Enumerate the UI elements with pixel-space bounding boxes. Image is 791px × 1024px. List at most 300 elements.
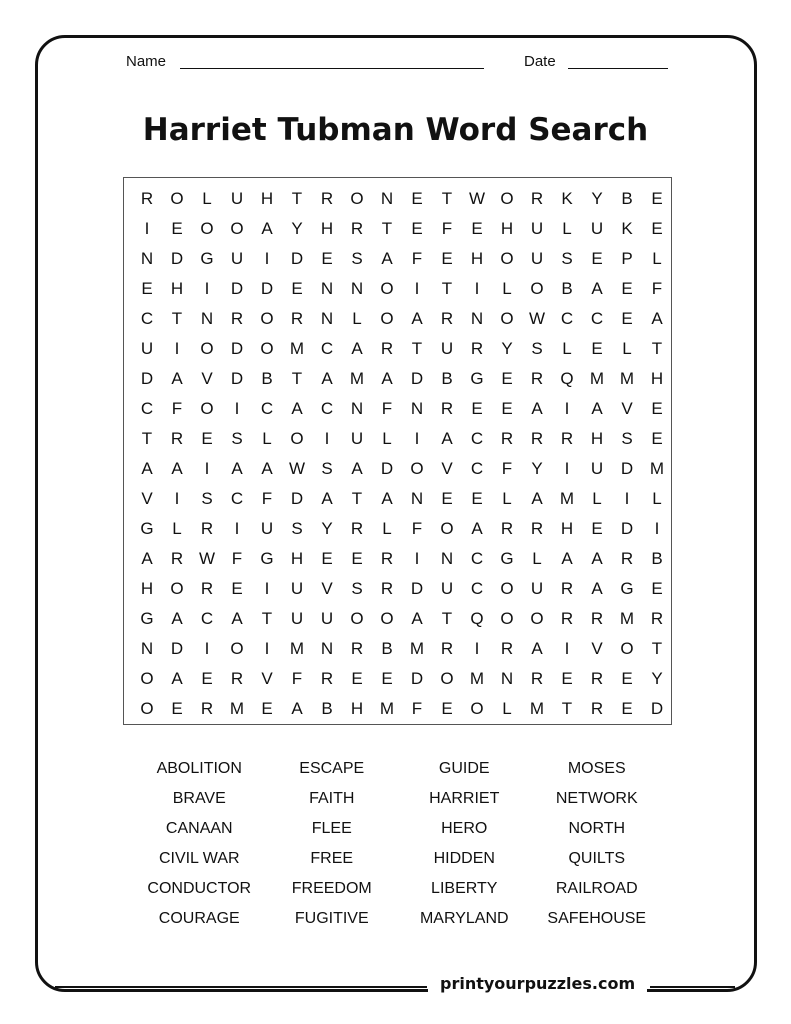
grid-cell[interactable]: I <box>474 639 480 658</box>
grid-cell[interactable]: B <box>651 549 663 568</box>
grid-cell[interactable]: U <box>440 339 454 358</box>
grid-cell[interactable]: N <box>440 549 454 568</box>
grid-cell[interactable]: A <box>141 459 153 478</box>
grid-cell[interactable]: A <box>441 429 453 448</box>
grid-cell[interactable]: O <box>140 669 154 688</box>
grid-cell[interactable]: A <box>171 369 183 388</box>
grid-cell[interactable]: A <box>471 519 483 538</box>
grid-cell[interactable]: I <box>234 399 240 418</box>
grid-cell[interactable]: D <box>380 459 394 478</box>
grid-cell[interactable]: T <box>141 429 153 448</box>
grid-cell[interactable]: R <box>530 429 544 448</box>
grid-cell[interactable]: M <box>379 699 395 718</box>
grid-cell[interactable]: F <box>441 219 453 238</box>
grid-cell[interactable]: K <box>621 219 633 238</box>
grid-cell[interactable]: O <box>440 669 454 688</box>
grid-cell[interactable]: V <box>261 669 273 688</box>
grid-cell[interactable]: E <box>171 219 183 238</box>
grid-cell[interactable]: C <box>590 309 604 328</box>
grid-cell[interactable]: E <box>471 219 483 238</box>
grid-cell[interactable]: O <box>530 609 544 628</box>
grid-cell[interactable]: R <box>320 669 334 688</box>
grid-cell[interactable]: T <box>291 189 303 208</box>
grid-cell[interactable]: A <box>171 669 183 688</box>
grid-cell[interactable]: O <box>500 249 514 268</box>
grid-cell[interactable]: O <box>200 399 214 418</box>
grid-cell[interactable]: E <box>621 669 633 688</box>
grid-cell[interactable]: E <box>321 549 333 568</box>
grid-cell[interactable]: A <box>321 489 333 508</box>
grid-cell[interactable]: E <box>321 249 333 268</box>
grid-cell[interactable]: R <box>200 519 214 538</box>
grid-cell[interactable]: O <box>260 339 274 358</box>
grid-cell[interactable]: R <box>530 369 544 388</box>
grid-cell[interactable]: R <box>500 639 514 658</box>
grid-cell[interactable]: N <box>320 309 334 328</box>
grid-cell[interactable]: D <box>170 249 184 268</box>
grid-cell[interactable]: R <box>380 339 394 358</box>
grid-cell[interactable]: R <box>380 549 394 568</box>
grid-cell[interactable]: E <box>651 219 663 238</box>
grid-cell[interactable]: D <box>620 519 634 538</box>
grid-cell[interactable]: A <box>651 309 663 328</box>
grid-cell[interactable]: T <box>441 189 453 208</box>
grid-cell[interactable]: E <box>651 189 663 208</box>
grid-cell[interactable]: T <box>441 279 453 298</box>
grid-cell[interactable]: W <box>528 309 546 328</box>
grid-cell[interactable]: R <box>350 519 364 538</box>
grid-cell[interactable]: A <box>141 549 153 568</box>
grid-cell[interactable]: H <box>560 519 574 538</box>
grid-cell[interactable]: U <box>260 519 274 538</box>
grid-cell[interactable]: R <box>650 609 664 628</box>
grid-cell[interactable]: E <box>471 399 483 418</box>
grid-cell[interactable]: R <box>530 189 544 208</box>
grid-cell[interactable]: M <box>409 639 425 658</box>
grid-cell[interactable]: N <box>140 249 154 268</box>
grid-cell[interactable]: F <box>261 489 273 508</box>
grid-cell[interactable]: O <box>350 609 364 628</box>
grid-cell[interactable]: M <box>589 369 605 388</box>
grid-cell[interactable]: O <box>380 279 394 298</box>
grid-cell[interactable]: N <box>320 279 334 298</box>
grid-cell[interactable]: T <box>561 699 573 718</box>
grid-cell[interactable]: D <box>230 339 244 358</box>
grid-cell[interactable]: I <box>474 279 480 298</box>
grid-cell[interactable]: U <box>230 249 244 268</box>
grid-cell[interactable]: C <box>470 549 484 568</box>
grid-cell[interactable]: R <box>320 189 334 208</box>
grid-cell[interactable]: T <box>261 609 273 628</box>
grid-cell[interactable]: R <box>560 609 574 628</box>
grid-cell[interactable]: E <box>201 429 213 448</box>
grid-cell[interactable]: R <box>440 399 454 418</box>
grid-cell[interactable]: C <box>260 399 274 418</box>
grid-cell[interactable]: A <box>291 699 303 718</box>
grid-cell[interactable]: E <box>441 249 453 268</box>
grid-cell[interactable]: R <box>620 549 634 568</box>
grid-cell[interactable]: U <box>530 579 544 598</box>
grid-cell[interactable]: W <box>468 189 486 208</box>
grid-cell[interactable]: Y <box>501 339 513 358</box>
grid-cell[interactable]: Y <box>591 189 603 208</box>
grid-cell[interactable]: V <box>141 489 153 508</box>
grid-cell[interactable]: R <box>230 669 244 688</box>
grid-cell[interactable]: D <box>410 669 424 688</box>
grid-cell[interactable]: R <box>500 519 514 538</box>
grid-cell[interactable]: F <box>231 549 243 568</box>
grid-cell[interactable]: R <box>350 639 364 658</box>
grid-cell[interactable]: M <box>289 639 305 658</box>
grid-cell[interactable]: O <box>140 699 154 718</box>
grid-cell[interactable]: D <box>260 279 274 298</box>
grid-cell[interactable]: P <box>621 249 633 268</box>
grid-cell[interactable]: A <box>261 459 273 478</box>
grid-cell[interactable]: F <box>411 699 423 718</box>
grid-cell[interactable]: E <box>411 189 423 208</box>
grid-cell[interactable]: T <box>291 369 303 388</box>
grid-cell[interactable]: C <box>320 339 334 358</box>
grid-cell[interactable]: O <box>500 309 514 328</box>
grid-cell[interactable]: A <box>591 399 603 418</box>
grid-cell[interactable]: R <box>200 579 214 598</box>
grid-cell[interactable]: I <box>144 219 150 238</box>
grid-cell[interactable]: I <box>174 489 180 508</box>
grid-cell[interactable]: I <box>414 429 420 448</box>
grid-cell[interactable]: A <box>291 399 303 418</box>
grid-cell[interactable]: I <box>564 399 570 418</box>
grid-cell[interactable]: F <box>501 459 513 478</box>
grid-cell[interactable]: A <box>591 279 603 298</box>
grid-cell[interactable]: R <box>530 519 544 538</box>
grid-cell[interactable]: T <box>381 219 393 238</box>
grid-cell[interactable]: S <box>321 459 333 478</box>
grid-cell[interactable]: O <box>500 189 514 208</box>
grid-cell[interactable]: A <box>591 579 603 598</box>
grid-cell[interactable]: B <box>321 699 333 718</box>
grid-cell[interactable]: O <box>230 639 244 658</box>
grid-cell[interactable]: I <box>414 549 420 568</box>
grid-cell[interactable]: A <box>531 489 543 508</box>
grid-cell[interactable]: H <box>650 369 664 388</box>
grid-cell[interactable]: D <box>650 699 664 718</box>
grid-cell[interactable]: A <box>381 489 393 508</box>
grid-cell[interactable]: O <box>380 309 394 328</box>
grid-cell[interactable]: R <box>380 579 394 598</box>
grid-cell[interactable]: A <box>381 369 393 388</box>
grid-cell[interactable]: Q <box>560 369 574 388</box>
grid-cell[interactable]: L <box>592 489 602 508</box>
grid-cell[interactable]: T <box>351 489 363 508</box>
grid-cell[interactable]: D <box>410 369 424 388</box>
grid-cell[interactable]: O <box>620 639 634 658</box>
grid-cell[interactable]: Y <box>291 219 303 238</box>
grid-cell[interactable]: D <box>230 369 244 388</box>
grid-cell[interactable]: G <box>500 549 514 568</box>
grid-cell[interactable]: R <box>440 309 454 328</box>
grid-cell[interactable]: E <box>471 489 483 508</box>
grid-cell[interactable]: C <box>560 309 574 328</box>
grid-cell[interactable]: R <box>470 339 484 358</box>
grid-cell[interactable]: E <box>351 549 363 568</box>
grid-cell[interactable]: R <box>170 549 184 568</box>
grid-cell[interactable]: E <box>441 699 453 718</box>
grid-cell[interactable]: I <box>204 459 210 478</box>
date-line[interactable] <box>568 68 668 69</box>
grid-cell[interactable]: H <box>350 699 364 718</box>
grid-cell[interactable]: F <box>171 399 183 418</box>
grid-cell[interactable]: O <box>500 609 514 628</box>
grid-cell[interactable]: U <box>140 339 154 358</box>
grid-cell[interactable]: S <box>351 249 363 268</box>
grid-cell[interactable]: R <box>590 699 604 718</box>
grid-cell[interactable]: H <box>290 549 304 568</box>
grid-cell[interactable]: E <box>651 429 663 448</box>
grid-cell[interactable]: L <box>562 339 572 358</box>
grid-cell[interactable]: G <box>620 579 634 598</box>
grid-cell[interactable]: G <box>140 519 154 538</box>
grid-cell[interactable]: M <box>619 609 635 628</box>
grid-cell[interactable]: E <box>351 669 363 688</box>
grid-cell[interactable]: V <box>621 399 633 418</box>
grid-cell[interactable]: U <box>290 609 304 628</box>
grid-cell[interactable]: E <box>651 579 663 598</box>
grid-cell[interactable]: E <box>591 519 603 538</box>
grid-cell[interactable]: O <box>440 519 454 538</box>
grid-cell[interactable]: R <box>140 189 154 208</box>
grid-cell[interactable]: B <box>621 189 633 208</box>
grid-cell[interactable]: G <box>260 549 274 568</box>
grid-cell[interactable]: H <box>140 579 154 598</box>
grid-cell[interactable]: N <box>470 309 484 328</box>
grid-cell[interactable]: T <box>651 639 663 658</box>
grid-cell[interactable]: B <box>261 369 273 388</box>
grid-cell[interactable]: M <box>469 669 485 688</box>
grid-cell[interactable]: N <box>350 279 364 298</box>
grid-cell[interactable]: I <box>204 279 210 298</box>
grid-cell[interactable]: C <box>470 429 484 448</box>
grid-cell[interactable]: H <box>470 249 484 268</box>
grid-cell[interactable]: E <box>561 669 573 688</box>
grid-cell[interactable]: E <box>291 279 303 298</box>
grid-cell[interactable]: O <box>350 189 364 208</box>
grid-cell[interactable]: A <box>351 339 363 358</box>
grid-cell[interactable]: E <box>261 699 273 718</box>
grid-cell[interactable]: O <box>200 339 214 358</box>
grid-cell[interactable]: A <box>321 369 333 388</box>
grid-cell[interactable]: U <box>440 579 454 598</box>
grid-cell[interactable]: L <box>502 489 512 508</box>
grid-cell[interactable]: H <box>590 429 604 448</box>
grid-cell[interactable]: N <box>380 189 394 208</box>
grid-cell[interactable]: L <box>532 549 542 568</box>
grid-cell[interactable]: R <box>440 639 454 658</box>
grid-cell[interactable]: E <box>501 399 513 418</box>
grid-cell[interactable]: U <box>350 429 364 448</box>
grid-cell[interactable]: F <box>381 399 393 418</box>
grid-cell[interactable]: A <box>351 459 363 478</box>
grid-cell[interactable]: A <box>411 609 423 628</box>
grid-cell[interactable]: I <box>564 459 570 478</box>
grid-cell[interactable]: O <box>260 309 274 328</box>
grid-cell[interactable]: G <box>200 249 214 268</box>
grid-cell[interactable]: A <box>261 219 273 238</box>
grid-cell[interactable]: B <box>441 369 453 388</box>
grid-cell[interactable]: S <box>621 429 633 448</box>
grid-cell[interactable]: F <box>291 669 303 688</box>
grid-cell[interactable]: L <box>262 429 272 448</box>
grid-cell[interactable]: T <box>171 309 183 328</box>
grid-cell[interactable]: H <box>320 219 334 238</box>
grid-cell[interactable]: L <box>502 279 512 298</box>
grid-cell[interactable]: L <box>652 249 662 268</box>
grid-cell[interactable]: E <box>621 279 633 298</box>
grid-cell[interactable]: I <box>234 519 240 538</box>
grid-cell[interactable]: N <box>140 639 154 658</box>
grid-cell[interactable]: A <box>561 549 573 568</box>
grid-cell[interactable]: E <box>141 279 153 298</box>
grid-cell[interactable]: A <box>411 309 423 328</box>
grid-cell[interactable]: M <box>289 339 305 358</box>
grid-cell[interactable]: O <box>380 609 394 628</box>
grid-cell[interactable]: E <box>621 309 633 328</box>
grid-cell[interactable]: U <box>290 579 304 598</box>
grid-cell[interactable]: A <box>171 459 183 478</box>
grid-cell[interactable]: Y <box>531 459 543 478</box>
grid-cell[interactable]: R <box>350 219 364 238</box>
grid-cell[interactable]: A <box>591 549 603 568</box>
grid-cell[interactable]: L <box>382 519 392 538</box>
grid-cell[interactable]: R <box>500 429 514 448</box>
grid-cell[interactable]: T <box>651 339 663 358</box>
grid-cell[interactable]: D <box>170 639 184 658</box>
grid-cell[interactable]: C <box>140 399 154 418</box>
grid-cell[interactable]: S <box>351 579 363 598</box>
grid-cell[interactable]: S <box>531 339 543 358</box>
grid-cell[interactable]: T <box>441 609 453 628</box>
grid-cell[interactable]: G <box>140 609 154 628</box>
grid-cell[interactable]: O <box>200 219 214 238</box>
grid-cell[interactable]: C <box>200 609 214 628</box>
grid-cell[interactable]: N <box>320 639 334 658</box>
grid-cell[interactable]: E <box>441 489 453 508</box>
grid-cell[interactable]: Y <box>321 519 333 538</box>
grid-cell[interactable]: L <box>172 519 182 538</box>
grid-cell[interactable]: U <box>320 609 334 628</box>
grid-cell[interactable]: R <box>530 669 544 688</box>
grid-cell[interactable]: I <box>414 279 420 298</box>
grid-cell[interactable]: E <box>171 699 183 718</box>
grid-cell[interactable]: I <box>264 249 270 268</box>
grid-cell[interactable]: L <box>352 309 362 328</box>
grid-cell[interactable]: U <box>230 189 244 208</box>
grid-cell[interactable]: R <box>200 699 214 718</box>
grid-cell[interactable]: Y <box>651 669 663 688</box>
grid-cell[interactable]: V <box>321 579 333 598</box>
grid-cell[interactable]: E <box>381 669 393 688</box>
grid-cell[interactable]: M <box>559 489 575 508</box>
grid-cell[interactable]: L <box>652 489 662 508</box>
grid-cell[interactable]: W <box>288 459 306 478</box>
grid-cell[interactable]: F <box>411 249 423 268</box>
grid-cell[interactable]: D <box>140 369 154 388</box>
grid-cell[interactable]: M <box>649 459 665 478</box>
grid-cell[interactable]: D <box>290 249 304 268</box>
grid-cell[interactable]: N <box>350 399 364 418</box>
grid-cell[interactable]: O <box>500 579 514 598</box>
grid-cell[interactable]: O <box>230 219 244 238</box>
grid-cell[interactable]: O <box>470 699 484 718</box>
grid-cell[interactable]: R <box>560 579 574 598</box>
grid-cell[interactable]: O <box>530 279 544 298</box>
grid-cell[interactable]: V <box>591 639 603 658</box>
grid-cell[interactable]: S <box>561 249 573 268</box>
grid-cell[interactable]: U <box>530 219 544 238</box>
grid-cell[interactable]: E <box>411 219 423 238</box>
grid-cell[interactable]: A <box>231 609 243 628</box>
grid-cell[interactable]: U <box>590 219 604 238</box>
grid-cell[interactable]: E <box>201 669 213 688</box>
grid-cell[interactable]: I <box>174 339 180 358</box>
grid-cell[interactable]: O <box>290 429 304 448</box>
grid-cell[interactable]: D <box>290 489 304 508</box>
grid-cell[interactable]: E <box>651 399 663 418</box>
grid-cell[interactable]: I <box>624 489 630 508</box>
grid-cell[interactable]: I <box>264 579 270 598</box>
grid-cell[interactable]: H <box>260 189 274 208</box>
grid-cell[interactable]: M <box>619 369 635 388</box>
grid-cell[interactable]: K <box>561 189 573 208</box>
grid-cell[interactable]: I <box>204 639 210 658</box>
grid-cell[interactable]: E <box>621 699 633 718</box>
grid-cell[interactable]: C <box>320 399 334 418</box>
grid-cell[interactable]: O <box>170 189 184 208</box>
grid-cell[interactable]: L <box>502 699 512 718</box>
grid-cell[interactable]: N <box>200 309 214 328</box>
grid-cell[interactable]: A <box>381 249 393 268</box>
grid-cell[interactable]: O <box>410 459 424 478</box>
grid-cell[interactable]: U <box>590 459 604 478</box>
grid-cell[interactable]: N <box>500 669 514 688</box>
grid-cell[interactable]: F <box>411 519 423 538</box>
grid-cell[interactable]: N <box>410 489 424 508</box>
grid-cell[interactable]: Q <box>470 609 484 628</box>
grid-cell[interactable]: D <box>410 579 424 598</box>
grid-cell[interactable]: L <box>622 339 632 358</box>
grid-cell[interactable]: C <box>230 489 244 508</box>
grid-cell[interactable]: S <box>291 519 303 538</box>
grid-cell[interactable]: R <box>590 669 604 688</box>
grid-cell[interactable]: A <box>171 609 183 628</box>
grid-cell[interactable]: I <box>324 429 330 448</box>
grid-cell[interactable]: R <box>230 309 244 328</box>
grid-cell[interactable]: S <box>201 489 213 508</box>
grid-cell[interactable]: H <box>170 279 184 298</box>
grid-cell[interactable]: L <box>382 429 392 448</box>
grid-cell[interactable]: N <box>410 399 424 418</box>
grid-cell[interactable]: C <box>470 579 484 598</box>
grid-cell[interactable]: I <box>564 639 570 658</box>
grid-cell[interactable]: B <box>381 639 393 658</box>
grid-cell[interactable]: F <box>651 279 663 298</box>
name-line[interactable] <box>180 68 484 69</box>
grid-cell[interactable]: B <box>561 279 573 298</box>
grid-cell[interactable]: A <box>531 399 543 418</box>
grid-cell[interactable]: C <box>140 309 154 328</box>
grid-cell[interactable]: M <box>529 699 545 718</box>
grid-cell[interactable]: A <box>531 639 543 658</box>
grid-cell[interactable]: I <box>264 639 270 658</box>
